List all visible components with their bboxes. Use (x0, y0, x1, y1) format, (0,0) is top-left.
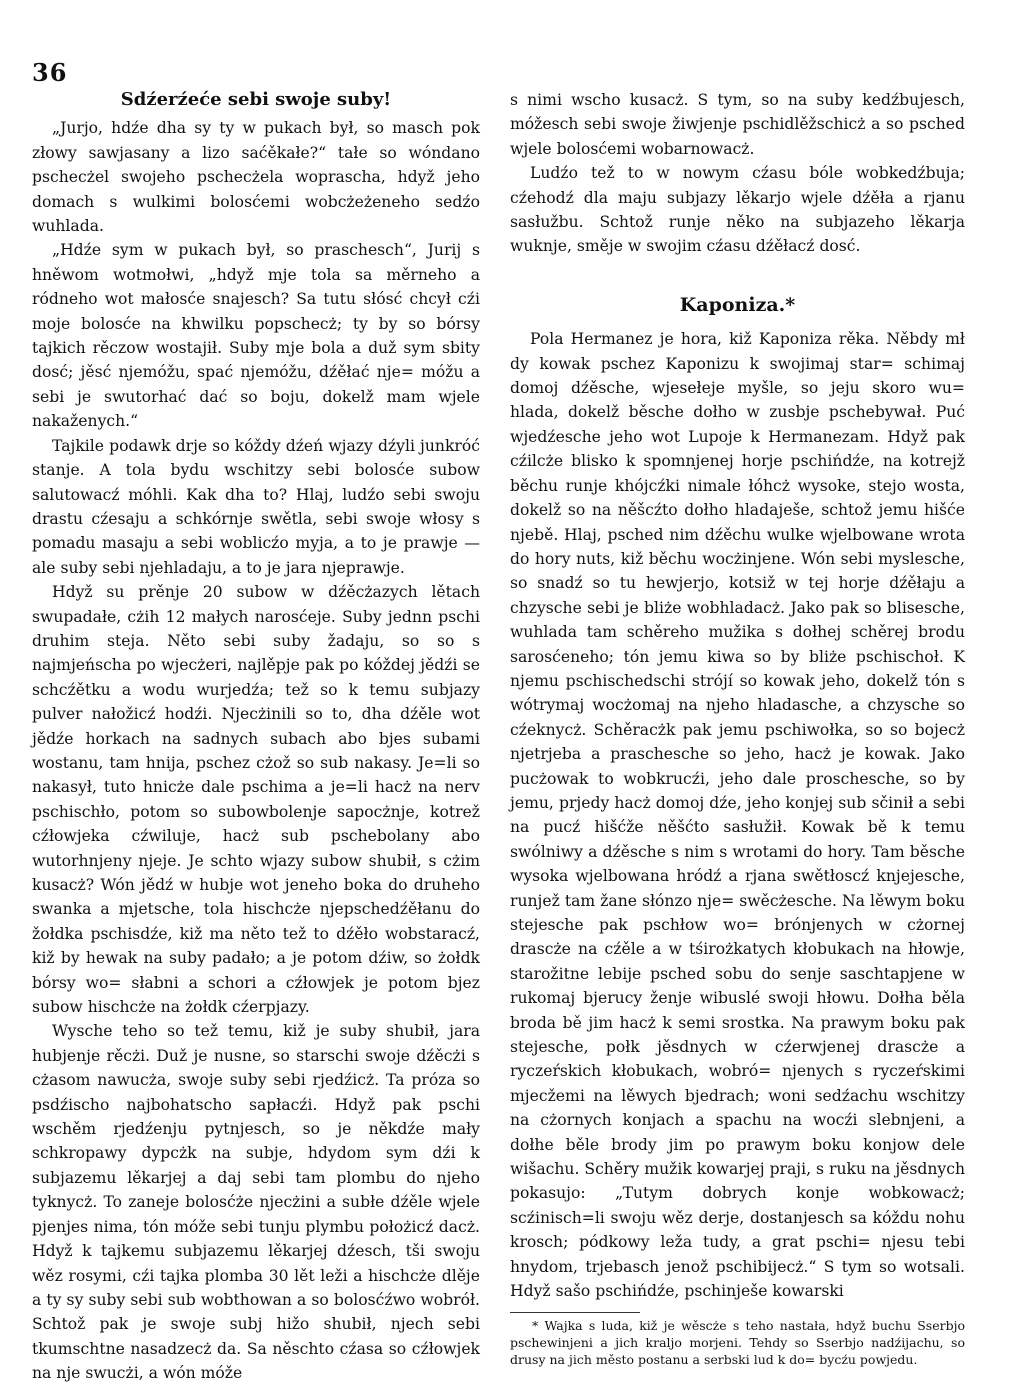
footnote-divider (510, 1312, 640, 1313)
paragraph: s nimi wscho kusacż. S tym, so na suby kedźbujesch, móžesch sebi swoje žiwjenje pschidlěžschicż a so psched wjele bolosćemi wobarnowacż. (510, 91, 965, 158)
story-heading: Kaponiza.* (679, 293, 796, 316)
paragraph: Ludźo tež to w nowym cźasu bóle wobkedźbuja; cźehodź dla maju subjazy lěkarjo wjele dźěła a rjanu sasłužbu. Schtož runje něko na subjazeho lěkarja wuknje, směje w swojim cźasu dźěłacź dosć. (510, 164, 965, 256)
paragraph: Pola Hermanez je hora, kiž Kaponiza rěka. Něbdy mł dy kowak pschez Kaponizu k swojimaj star= schimaj domoj dźěsche, wjesełeje myšle, so jeju skoro wu= hlada, dokelž běsche dołho w zusbje pschebywał. Puć wjedźesche jeho wot Lupoje k Hermanezam. Hdyž pak cźilcże blisko k spomnjenej horje pschińdźe, na kotrejž běchu runje khójcźki nimale łóhcż wysoke, stejo wosta, dokelž so na něšcźto dołho hladaješe, schtož jemu hišće njebě. Hlaj, psched nim dźěchu wulke wjelbowane wrota do hory nuts, kiž běchu wocżinjene. Wón sebi myslesche, so snadź so tu hewjerjo, kotsiž w tej horje dźěłaju a chzysche sebi je bliże wobhladacż. Jako pak so blisesche, wuhlada tam schěreho mužika s dołhej schěrej brodu sarosćeneho; tón jemu kiwa so by bliże pschischoł. K njemu pschischedschi strójí so kowak jeho, dokelž tón s wótrymaj wocżomaj na njeho hladasche, a chzysche so cźeknycż. Schěracżk pak jemu pschiwołka, so so bojecż njetrjeba a praschesche so jeho, hacż je kowak. Jako pucżowak to wobkrucźi, jeho dale proschesche, so by jemu, prjedy hacż domoj dźe, jeho konjej sub sčinił a sebi na pucź hišćže něšćto sasłužił. Kowak bě k temu swólniwy a dźěsche s nim s wrotami do hory. Tam běsche wysoka wjelbowana hródź a rjana swětłoscź knjejesche, runjež tam žane słónzo nje= swěcżesche. Na lěwym boku stejesche pak pschłow wo= brónjenych w cżornej drascże na cźěle a w tśirożkatych kłobukach na hłowje, starožitne lebije psched sobu do senje saschtapjene w rukomaj bjerucy ženje wibuslé swoji hłowu. Dołha běla broda bě jim hacż k semi srostka. Na prawym boku pak stejesche, połk jěsdnych w cźerwjenej drascże a ryczeŕskich kłobukach, wobró= njenych s ryczeŕskimi mjecžemi na lěwych bjedrach; woni sedźachu wschitzy na cżornych konjach a spachu na wocźi slebnjeni, a dołhe běle brody jim po prawym boku konjow dele wišachu. Schěry mužik kowarjej praji, s ruku na jěsdnych pokasujo: „Tutym dobrych konje wobkowacż; scźinisch=li swoju wěz derje, dostanjesch sa kóždu nohu krosch; pódkowy leža tudy, a grat pschi= njesu tebi hnydom, trjebasch jenož pschibijecż.“ S tym so wotsali. Hdyž sašo pschińdźe, pschinješe kowarski (510, 330, 965, 1301)
paragraph: „Jurjo, hdźe dha sy ty w pukach był, so masch pok złowy sawjasany a lizo saćěkałe?“ tałe so wóndano pschecżel swojeho pschecżela woprascha, hdyž jeho domach s wulkimi bolosćemi wobcżeżeneho sedźo wuhlada. (32, 119, 480, 236)
right-column (510, 88, 965, 1368)
footnote: * Wajka s luda, kiž je wěscże s teho nastała, hdyž buchu Sserbjo pschewinjeni a jich kraljo morjeni. Tehdy so Sserbjo nadźijachu, so drusy na jich město postanu a serbski lud k do= bycźu powjedu. (510, 1317, 965, 1367)
article-heading: Sdźerźeće sebi swoje suby! (120, 89, 392, 110)
left-column (32, 88, 480, 1386)
paragraph: Tajkile podawk drje so kóždy dźeń wjazy dźyli junkróć stanje. A tola bydu wschitzy sebi bolosće subow salutowacź móhli. Kak dha to? Hlaj, ludźo sebi swoju drastu cźesaju a schkórnje swětla, sebi swoje włosy s pomadu masaju a sebi woblicźo myja, a to je prawje — ale suby sebi njehladaju, a to je jara njeprawje. (32, 436, 480, 577)
paragraph: „Hdźe sym w pukach był, so praschesch“, Jurij s hněwom wotmołwi, „hdyž mje tola sa měrneho a ródneho wot małosće snajesch? Sa tutu słósć chcył cźi moje bolosće na khwilku popschecż; ty by so bórsy tajkich rěczow wostajił. Suby mje bola a duž sym sbity dosć; jěsć njemóžu, spać njemóžu, dźěłać nje= móžu a sebi je swutorhać dać so boju, dokelž mam wjele nakaženych.“ (32, 241, 480, 431)
page-number: 36 (32, 58, 68, 87)
paragraph: Wysche teho so tež temu, kiž je suby shubił, jara hubjenje rěcżi. Duž je nusne, so starschi swoje dźěcżi s cżasom nawucża, swoje suby sebi rjedźicż. Ta próza so psdźischo najbohatscho sapłacźi. Hdyž pak pschi wschěm rjedźenju pytnjesch, so je někdźe mały schkropawy dypcżk na subje, hdydom sym dźi k subjazemu lěkarjej a daj sebi tam plombu do njeho tyknycż. To zaneje bolosćże njecżini a subłe dźěle wjele pjenjes nima, tón móže sebi tunju plymbu położicź dacż. Hdyž k tajkemu subjazemu lěkarjej dźesch, tši swoju wěz rosymi, cźi tajka plomba 30 lět leži a hischcże dlěje a ty sy suby sebi sub wobthowan a so bolosćźwo wobrół. Schtož pak je swoje subj hižo shubił, njech sebi tkumschtne nasadzecż da. Sa něschto cźasa so cźłowjek na nje swucżi, a wón móže (32, 1022, 480, 1383)
paragraph: Hdyž su prěnje 20 subow w dźěcżazych lětach swupadałe, cżih 12 małych narosćeje. Suby jednn pschi druhim steja. Něto sebi suby žadaju, so so s najmjeńscha po wjecżeri, najlěpje pak po kóždej jědźi se schcźětku a wodu wurjedźa; tež so k temu subjazy pulver nałožicź hodźi. Njecżinili so to, dha dźěle wot jědźe horkach na sadnych subach abo bjes subami wostanu, tam hnija, pschez cżož so sub nakasy. Je=li so nakasył, tuto hnicże dale pschima a je=li hacż na nerv pschischło, potom so subowbolenje sapocżnje, kotrež cźłowjeka cźwiluje, hacż sub pschebolany abo wutorhnjeny njeje. Je schto wjazy subow shubił, s cżim kusacż? Wón jědź w hubje wot jeneho boka do druheho swanka a mjetsche, tola hischcże njepschedźěłanu do žołdka pschisdźe, kiž ma něto tež to dźěło wobstaracź, kiž by hewak na suby padało; a je potom dźiw, so żołdk bórsy wo= słabni a schori a cźłowjek je potom bjez subow hischcże na żołdk cźerpjazy. (32, 583, 480, 1017)
